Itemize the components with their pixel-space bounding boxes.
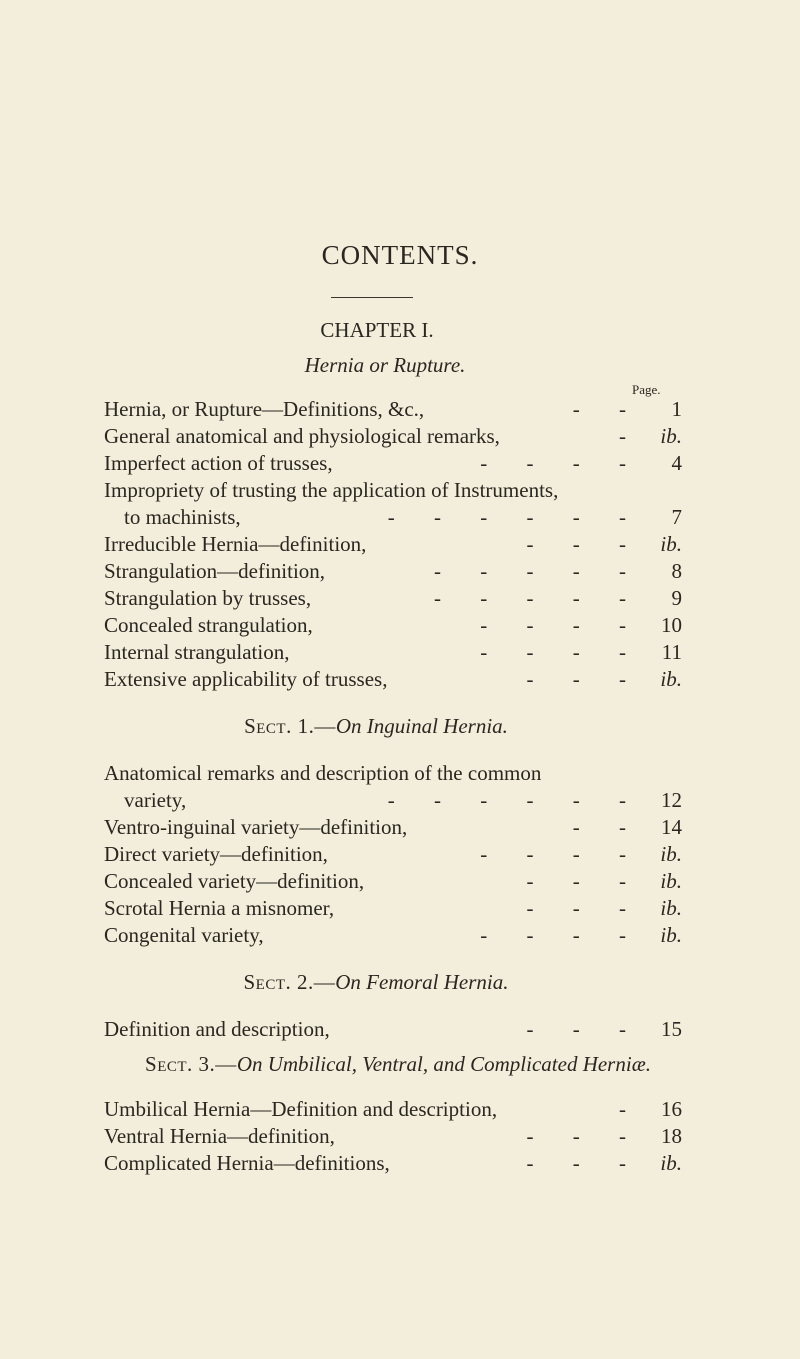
toc-entry xyxy=(104,760,682,786)
toc-entry xyxy=(104,558,682,584)
leader-dashes: - - - - - - xyxy=(387,505,626,529)
leader-dashes: - - - - xyxy=(480,451,626,475)
toc-entry-text: Ventro-inguinal variety—definition, xyxy=(104,815,408,839)
section-number: Sect. 2.— xyxy=(243,970,336,994)
divider-rule xyxy=(331,297,413,298)
toc-entry-text: Umbilical Hernia—Definition and description, xyxy=(104,1097,498,1121)
toc-entry-page: ib. xyxy=(660,923,682,947)
toc-entry-text: Congenital variety, xyxy=(104,923,264,947)
toc-entry-text: Concealed strangulation, xyxy=(104,613,313,637)
leader-dashes: - - - xyxy=(526,1017,626,1041)
toc-entry xyxy=(104,666,682,692)
toc-entry xyxy=(104,423,682,449)
toc-entry xyxy=(104,1150,682,1176)
toc-entry-text: Irreducible Hernia—definition, xyxy=(104,532,367,556)
toc-entry-text: Scrotal Hernia a misnomer, xyxy=(104,896,335,920)
toc-entry-page: ib. xyxy=(660,896,682,920)
toc-entry-text: to machinists, xyxy=(124,505,241,529)
toc-entry-text: Imperfect action of trusses, xyxy=(104,451,333,475)
toc-entry xyxy=(104,787,682,813)
toc-entry-page: 12 xyxy=(661,788,682,812)
leader-dashes: - - - xyxy=(526,869,626,893)
toc-entry-page: 8 xyxy=(671,559,682,583)
toc-entry xyxy=(104,1123,682,1149)
leader-dashes: - - - - xyxy=(480,613,626,637)
section-heading xyxy=(0,970,776,995)
toc-entry-page: ib. xyxy=(660,667,682,691)
toc-entry-page: 11 xyxy=(661,640,682,664)
leader-dashes: - - xyxy=(572,397,626,421)
toc-entry-text: Strangulation—definition, xyxy=(104,559,326,583)
toc-entry xyxy=(104,450,682,476)
leader-dashes: - - - xyxy=(526,896,626,920)
toc-entry-text: Complicated Hernia—definitions, xyxy=(104,1151,390,1175)
toc-entry xyxy=(104,814,682,840)
toc-entry xyxy=(104,504,682,530)
toc-entry-page: 16 xyxy=(661,1097,682,1121)
toc-entry-text: Hernia, or Rupture—Definitions, &c., xyxy=(104,397,425,421)
section-title: On Umbilical, Ventral, and Complicated Herniæ. xyxy=(236,1052,651,1076)
toc-entry-page: ib. xyxy=(660,869,682,893)
page-column-label: Page. xyxy=(632,382,661,397)
toc-entry-page: ib. xyxy=(660,842,682,866)
toc-entry xyxy=(104,922,682,948)
toc-entry xyxy=(104,1096,682,1122)
toc-entry-page: ib. xyxy=(660,1151,682,1175)
leader-dashes: - - - - - - xyxy=(387,788,626,812)
toc-entry-page: 7 xyxy=(671,505,682,529)
section-number: Sect. 1.— xyxy=(244,714,336,738)
toc-entry xyxy=(104,396,682,422)
leader-dashes: - - - - xyxy=(480,842,626,866)
toc-entry-page: 18 xyxy=(661,1124,682,1148)
leader-dashes: - - - - - xyxy=(434,559,626,583)
section-title: On Femoral Hernia. xyxy=(335,970,509,994)
section-title: On Inguinal Hernia. xyxy=(335,714,508,738)
leader-dashes: - - - - - xyxy=(434,586,626,610)
toc-entry-page: 4 xyxy=(671,451,682,475)
toc-entry-page: 15 xyxy=(661,1017,682,1041)
toc-entry-text: Anatomical remarks and description of the common xyxy=(104,761,542,785)
section-number: Sect. 3.— xyxy=(145,1052,237,1076)
toc-entry-page: 14 xyxy=(661,815,682,839)
leader-dashes: - - - xyxy=(526,532,626,556)
toc-entry xyxy=(104,895,682,921)
leader-dashes: - xyxy=(619,1097,626,1121)
section-heading xyxy=(0,1052,798,1077)
leader-dashes: - - - xyxy=(526,667,626,691)
toc-entry xyxy=(104,841,682,867)
toc-entry-text: Direct variety—definition, xyxy=(104,842,328,866)
page-title: CONTENTS. xyxy=(321,240,479,270)
leader-dashes: - - - xyxy=(526,1124,626,1148)
leader-dashes: - - - - xyxy=(480,923,626,947)
toc-entry xyxy=(104,868,682,894)
toc-entry-text: Strangulation by trusses, xyxy=(104,586,312,610)
toc-entry-page: ib. xyxy=(660,532,682,556)
toc-entry-text: General anatomical and physiological remarks, xyxy=(104,424,500,448)
toc-entry xyxy=(104,531,682,557)
leader-dashes: - xyxy=(619,424,626,448)
toc-entry-text: variety, xyxy=(124,788,187,812)
toc-entry-text: Concealed variety—definition, xyxy=(104,869,365,893)
toc-entry xyxy=(104,1016,682,1042)
section-heading xyxy=(0,714,776,739)
chapter-subtitle: Hernia or Rupture. xyxy=(304,353,466,377)
toc-entry-page: 1 xyxy=(671,397,682,421)
toc-entry-text: Extensive applicability of trusses, xyxy=(104,667,388,691)
toc-entry-page: ib. xyxy=(660,424,682,448)
leader-dashes: - - xyxy=(572,815,626,839)
toc-entry-text: Impropriety of trusting the application of Instruments, xyxy=(104,478,559,502)
leader-dashes: - - - - xyxy=(480,640,626,664)
toc-entry-page: 9 xyxy=(671,586,682,610)
toc-entry xyxy=(104,612,682,638)
toc-entry-text: Internal strangulation, xyxy=(104,640,290,664)
toc-entry xyxy=(104,639,682,665)
chapter-heading: CHAPTER I. xyxy=(320,318,434,342)
toc-entry xyxy=(104,585,682,611)
toc-entry-text: Ventral Hernia—definition, xyxy=(104,1124,335,1148)
toc-entry-text: Definition and description, xyxy=(104,1017,330,1041)
toc-entry-page: 10 xyxy=(661,613,682,637)
leader-dashes: - - - xyxy=(526,1151,626,1175)
toc-entry xyxy=(104,477,682,503)
